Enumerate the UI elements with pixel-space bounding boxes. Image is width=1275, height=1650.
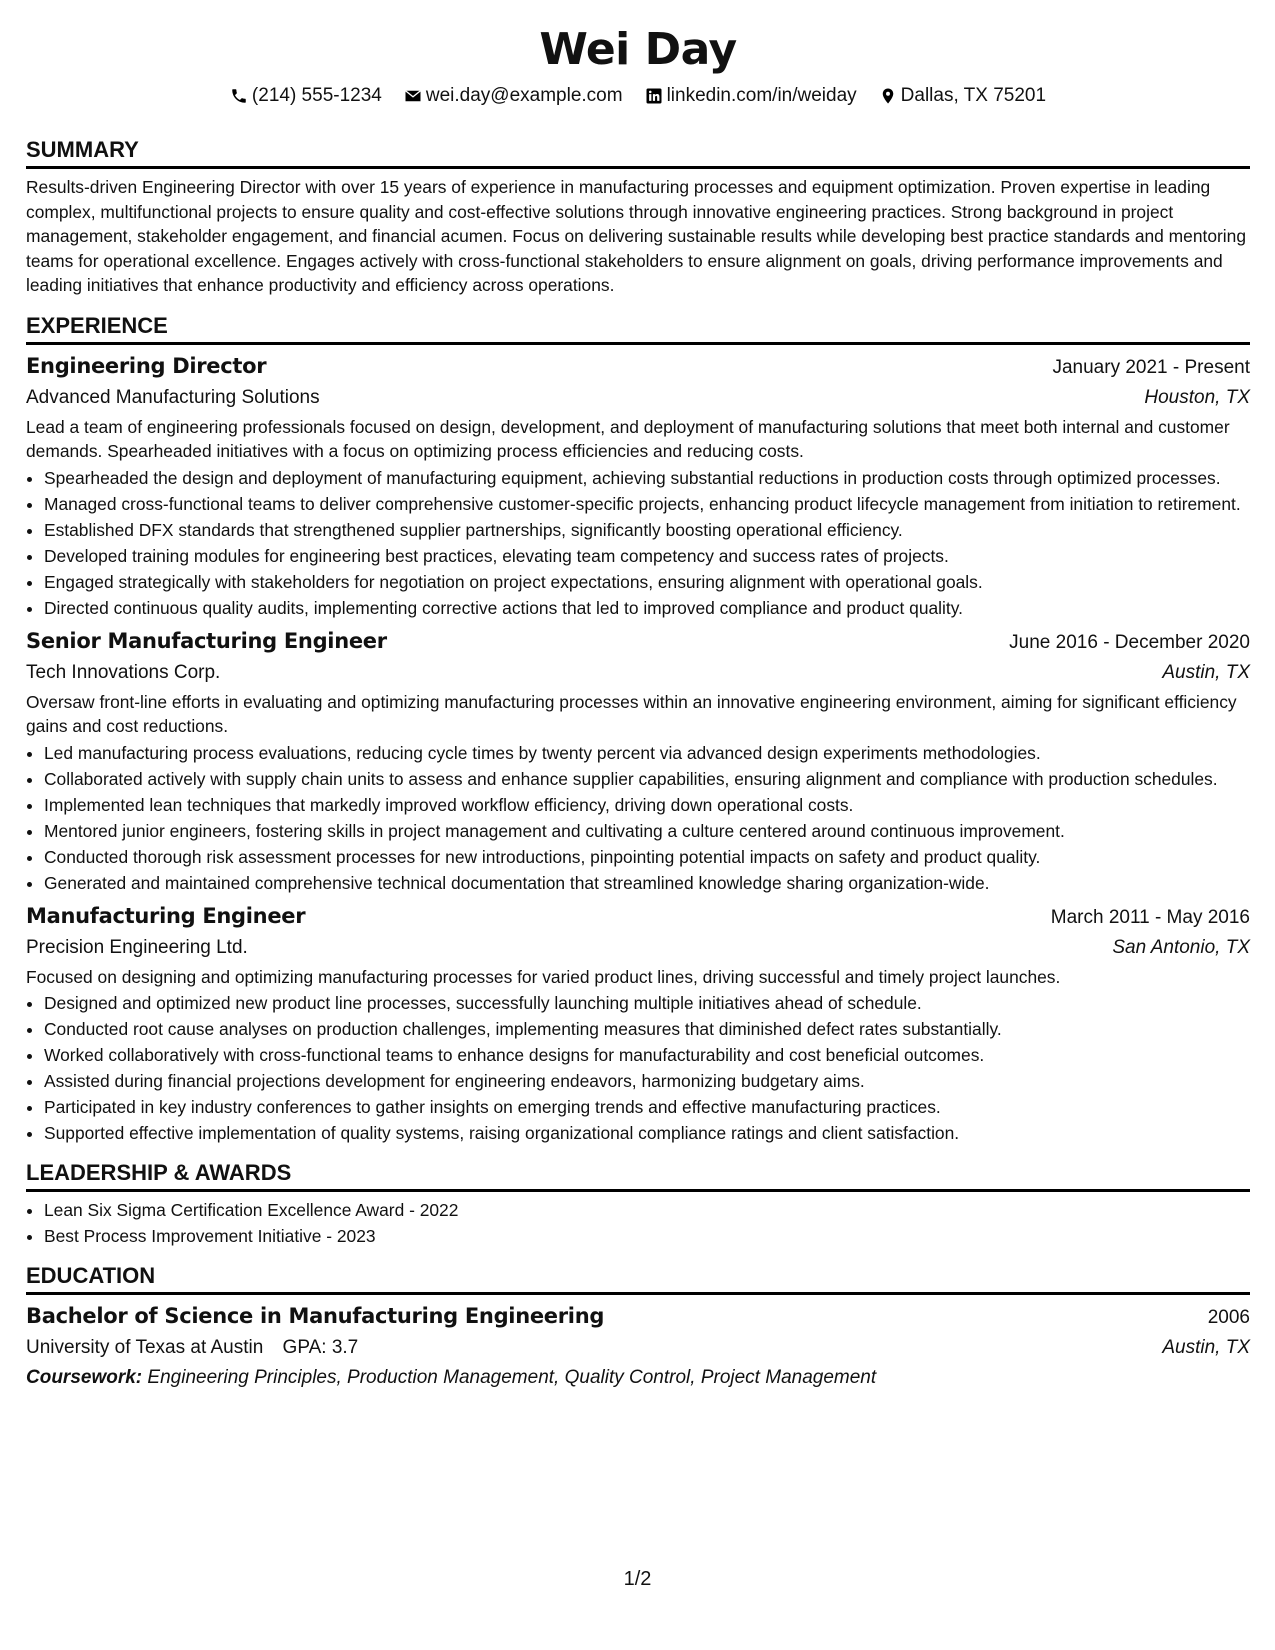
gpa: GPA: 3.7 — [282, 1337, 359, 1358]
job-entry — [26, 901, 1250, 1146]
list-item: • Mentored junior engineers, fostering skills in project management and cultivating a culture centered around continuous improvement. — [44, 819, 1250, 843]
summary-section — [26, 136, 1250, 298]
list-item: • Engaged strategically with stakeholders for negotiation on project expectations, ensuring alignment with operational goals. — [44, 570, 1250, 594]
job-bullets — [26, 466, 1250, 620]
school-line — [26, 1333, 358, 1363]
awards-list — [26, 1198, 1250, 1248]
list-item: • Managed cross-functional teams to deliver comprehensive customer-specific projects, enhancing product lifecycle management from initiation to retirement. — [44, 492, 1250, 516]
list-item: • Led manufacturing process evaluations, reducing cycle times by twenty percent via advanced design experiments methodologies. — [44, 741, 1250, 765]
page-number: 1/2 — [623, 1568, 652, 1590]
list-item: • Established DFX standards that strengthened supplier partnerships, significantly boosting operational efficiency. — [44, 518, 1250, 542]
list-item: • Implemented lean techniques that markedly improved workflow efficiency, driving down operational costs. — [44, 793, 1250, 817]
section-title: EXPERIENCE — [26, 312, 1250, 345]
list-item: • Best Process Improvement Initiative - 2023 — [44, 1224, 1250, 1248]
resume-page — [26, 0, 1250, 1393]
school-name: University of Texas at Austin — [26, 1337, 264, 1358]
job-entry — [26, 626, 1250, 895]
coursework-label: Coursework: — [26, 1367, 143, 1388]
job-description: Lead a team of engineering professionals focused on design, development, and deployment of manufacturing solutions that meet both internal and customer demands. Spearheaded initiatives with a focus on optimizing process efficiencies and reducing costs. — [26, 416, 1230, 461]
contact-email[interactable]: wei.day@example.com — [404, 84, 623, 108]
job-description: Focused on designing and optimizing manufacturing processes for varied product lines, driving successful and timely project launches. — [26, 966, 1061, 987]
phone-icon — [230, 87, 248, 105]
list-item: • Spearheaded the design and deployment of manufacturing equipment, achieving substantial reductions in production costs through optimized processes. — [44, 466, 1250, 490]
list-item: • Generated and maintained comprehensive technical documentation that streamlined knowledge sharing organization-wide. — [44, 871, 1250, 895]
coursework — [26, 1363, 1250, 1393]
job-bullets — [26, 991, 1250, 1145]
contact-phone: (214) 555-1234 — [230, 84, 382, 108]
school-location: Austin, TX — [1162, 1337, 1250, 1358]
contact-location: Dallas, TX 75201 — [879, 84, 1046, 108]
graduation-year: 2006 — [1207, 1307, 1250, 1328]
list-item: • Conducted root cause analyses on production challenges, implementing measures that diminished defect rates substantially. — [44, 1017, 1250, 1041]
list-item: • Directed continuous quality audits, implementing corrective actions that led to improved compliance and product quality. — [44, 596, 1250, 620]
company-name: Precision Engineering Ltd. — [26, 936, 248, 958]
list-item: • Worked collaboratively with cross-functional teams to enhance designs for manufacturability and cost beneficial outcomes. — [44, 1043, 1250, 1067]
job-description: Oversaw front-line efforts in evaluating and optimizing manufacturing processes within an innovative engineering environment, aiming for significant efficiency gains and cost reductions. — [26, 691, 1237, 736]
job-title: Manufacturing Engineer — [26, 903, 306, 928]
list-item: • Lean Six Sigma Certification Excellence Award - 2022 — [44, 1198, 1250, 1222]
contact-linkedin[interactable]: linkedin.com/in/weiday — [645, 84, 857, 108]
company-name: Advanced Manufacturing Solutions — [26, 386, 320, 408]
job-title: Senior Manufacturing Engineer — [26, 628, 387, 653]
job-bullets — [26, 741, 1250, 895]
list-item: • Designed and optimized new product line processes, successfully launching multiple initiatives ahead of schedule. — [44, 991, 1250, 1015]
list-item: • Conducted thorough risk assessment processes for new introductions, pinpointing potential impacts on safety and product quality. — [44, 845, 1250, 869]
degree-title: Bachelor of Science in Manufacturing Engineering — [26, 1304, 605, 1328]
job-location: Austin, TX — [1162, 661, 1250, 683]
list-item: • Assisted during financial projections development for engineering endeavors, harmonizing budgetary aims. — [44, 1069, 1250, 1093]
linkedin-icon — [645, 87, 663, 105]
job-dates: January 2021 - Present — [1052, 356, 1250, 378]
contact-bar — [26, 84, 1250, 108]
section-title: LEADERSHIP & AWARDS — [26, 1159, 1250, 1192]
section-title: SUMMARY — [26, 136, 1250, 169]
job-dates: March 2011 - May 2016 — [1050, 906, 1250, 928]
job-location: Houston, TX — [1144, 386, 1250, 408]
job-dates: June 2016 - December 2020 — [1009, 631, 1250, 653]
company-name: Tech Innovations Corp. — [26, 661, 221, 683]
map-pin-icon — [879, 87, 897, 105]
candidate-name: Wei Day — [539, 24, 737, 75]
envelope-icon — [404, 87, 422, 105]
coursework-list: Engineering Principles, Production Management, Quality Control, Project Management — [147, 1367, 877, 1388]
section-title: EDUCATION — [26, 1262, 1250, 1295]
job-location: San Antonio, TX — [1112, 936, 1250, 958]
awards-section — [26, 1159, 1250, 1248]
education-section — [26, 1262, 1250, 1393]
list-item: • Supported effective implementation of quality systems, raising organizational compliance ratings and client satisfaction. — [44, 1121, 1250, 1145]
list-item: • Collaborated actively with supply chain units to assess and enhance supplier capabilities, ensuring alignment and compliance with production schedules. — [44, 767, 1250, 791]
job-entry — [26, 351, 1250, 620]
list-item: • Participated in key industry conferences to gather insights on emerging trends and effective manufacturing practices. — [44, 1095, 1250, 1119]
summary-text: Results-driven Engineering Director with over 15 years of experience in manufacturing processes and equipment optimization. Proven expertise in leading complex, multifunctional projects to ensure quality and cost-effective solutions through innovative engineering practices. Strong background in project management, stakeholder engagement, and financial acumen. Focus on delivering sustainable results while developing best practice standards and mentoring teams for operational excellence. Engages actively with cross-functional stakeholders to ensure alignment on goals, driving performance improvements and leading initiatives that enhance productivity and efficiency across operations. — [26, 177, 1247, 295]
list-item: • Developed training modules for engineering best practices, elevating team competency and success rates of projects. — [44, 544, 1250, 568]
job-title: Engineering Director — [26, 353, 267, 378]
experience-section — [26, 312, 1250, 1146]
